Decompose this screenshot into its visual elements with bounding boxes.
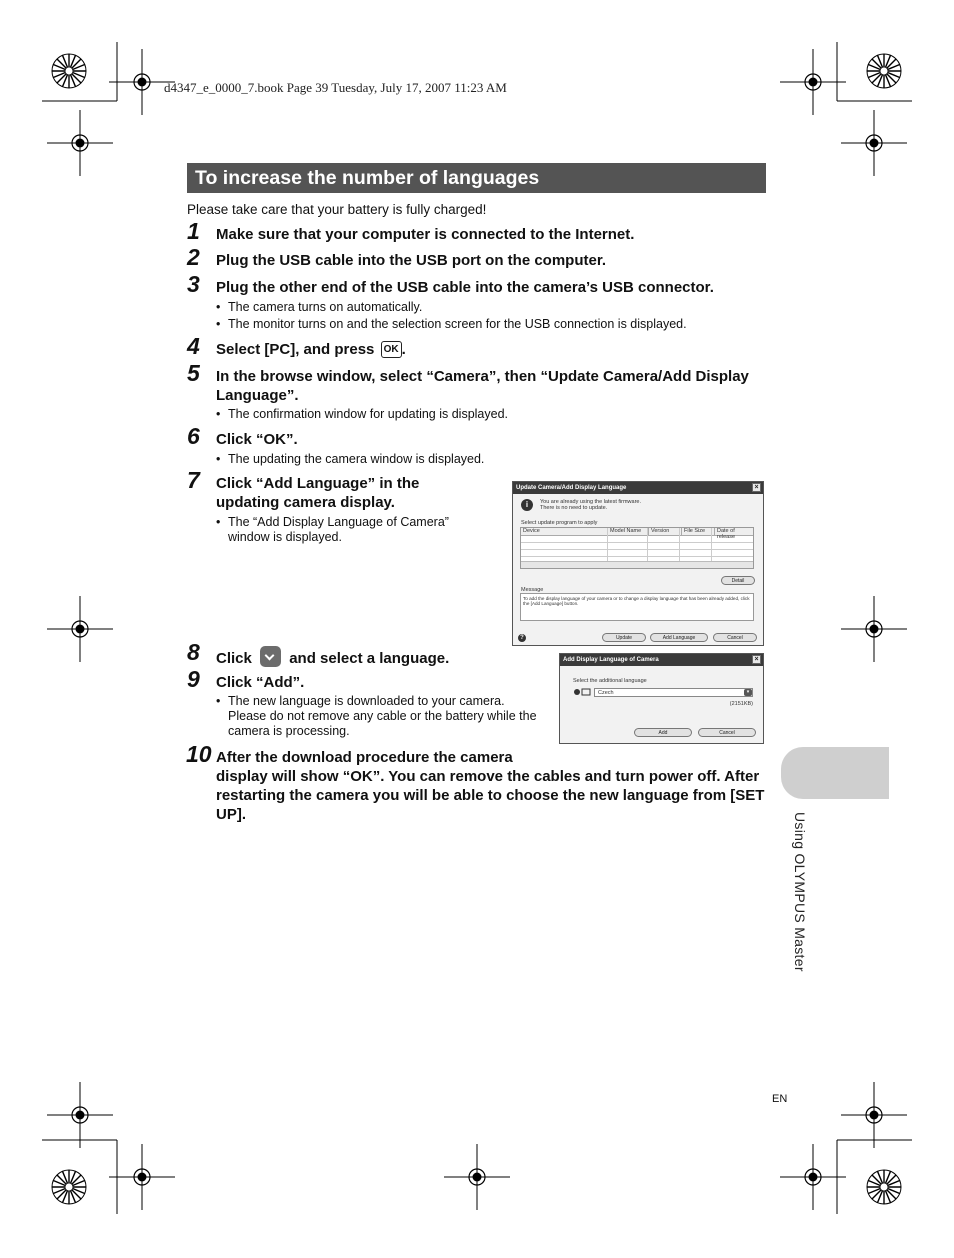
step-number: 7 (187, 467, 200, 493)
column-header: Device (521, 528, 608, 535)
page-language: EN (772, 1093, 788, 1105)
step-text: Plug the other end of the USB cable into the camera’s USB connector. (216, 279, 714, 296)
speech-icon (573, 688, 591, 696)
selected-language: Czech (598, 690, 614, 696)
section-header (187, 163, 766, 193)
bullet-item: • The updating the camera window is displayed. (216, 452, 485, 466)
step-text: Click and select a language. (216, 646, 449, 668)
dropdown-arrow-icon (260, 646, 281, 667)
step-number: 9 (187, 666, 200, 692)
add-button[interactable]: Add (634, 728, 692, 737)
add-language-window (559, 653, 764, 744)
column-header: Model Name (608, 528, 649, 535)
bullet-item: • The camera turns on automatically. (216, 300, 423, 314)
section-title: To increase the number of languages (195, 167, 540, 189)
chapter-tab (781, 747, 889, 799)
select-language-label: Select the additional language (573, 678, 647, 684)
window-title-bar: Update Camera/Add Display Language × (513, 482, 763, 494)
bullet-item: • The “Add Display Language of Camera” window is displayed. (216, 515, 449, 544)
step-number: 10 (186, 741, 212, 767)
step-number: 2 (187, 244, 200, 270)
column-header: Version (649, 528, 682, 535)
file-size: (2151KB) (729, 701, 753, 707)
detail-button[interactable]: Detail (721, 576, 755, 585)
status-text: You are already using the latest firmware. (540, 499, 641, 505)
column-header: File Size (682, 528, 715, 535)
bullet-item: • The confirmation window for updating is displayed. (216, 407, 509, 421)
column-header: Date of release (717, 528, 736, 540)
step-text: In the browse window, select “Camera”, then “Update Camera/Add Display Language”. (216, 368, 749, 404)
step-text: Click “Add Language” in the updating camera display. (216, 475, 420, 511)
step-text-lead: After the download procedure the camera (216, 749, 513, 766)
window-title-bar: Add Display Language of Camera × (560, 654, 763, 666)
step-text-rest: display will show “OK”. You can remove the cables and turn power off. After restarting the camera you will be able to choose the new language from [SET UP]. (216, 768, 765, 823)
step-number: 6 (187, 423, 200, 449)
close-icon[interactable]: × (752, 483, 761, 492)
horizontal-scrollbar[interactable] (521, 561, 753, 568)
step-number: 1 (187, 218, 200, 244)
update-button[interactable]: Update (602, 633, 646, 642)
message-box: To add the display language of your camera or to change a display language that has been already added, click the [Add Language] button. (520, 593, 754, 621)
bullet-item: • The monitor turns on and the selection screen for the USB connection is displayed. (216, 317, 687, 331)
chevron-down-icon[interactable]: ▾ (744, 689, 752, 696)
language-select[interactable] (594, 688, 753, 697)
status-text: There is no need to update. (540, 505, 608, 511)
close-icon[interactable]: × (752, 655, 761, 664)
select-label: Select update program to apply (521, 520, 598, 526)
side-label: Using OLYMPUS Master (792, 812, 808, 972)
ok-button-icon: OK (381, 341, 402, 358)
step-text: Click “OK”. (216, 431, 298, 448)
step-number: 4 (187, 333, 200, 359)
info-icon: i (521, 499, 533, 511)
step-text: Make sure that your computer is connected to the Internet. (216, 226, 635, 243)
help-icon[interactable]: ? (518, 634, 526, 642)
bullet-item: • The new language is downloaded to your camera. Please do not remove any cable or the battery while the camera is processing. (216, 694, 537, 738)
step-text: Select [PC], and press OK . (216, 341, 406, 358)
step-text: Click “Add”. (216, 674, 305, 691)
intro-text: Please take care that your battery is fully charged! (187, 202, 487, 217)
book-line: d4347_e_0000_7.book Page 39 Tuesday, July 17, 2007 11:23 AM (164, 80, 507, 95)
update-camera-window (512, 481, 764, 646)
update-program-table[interactable] (520, 527, 754, 569)
add-language-button[interactable]: Add Language (650, 633, 708, 642)
cancel-button[interactable]: Cancel (713, 633, 757, 642)
step-number: 3 (187, 271, 200, 297)
step-number: 8 (187, 639, 200, 665)
message-label: Message (521, 587, 544, 593)
cancel-button[interactable]: Cancel (698, 728, 756, 737)
step-text: Plug the USB cable into the USB port on the computer. (216, 252, 607, 269)
step-number: 5 (187, 360, 200, 386)
